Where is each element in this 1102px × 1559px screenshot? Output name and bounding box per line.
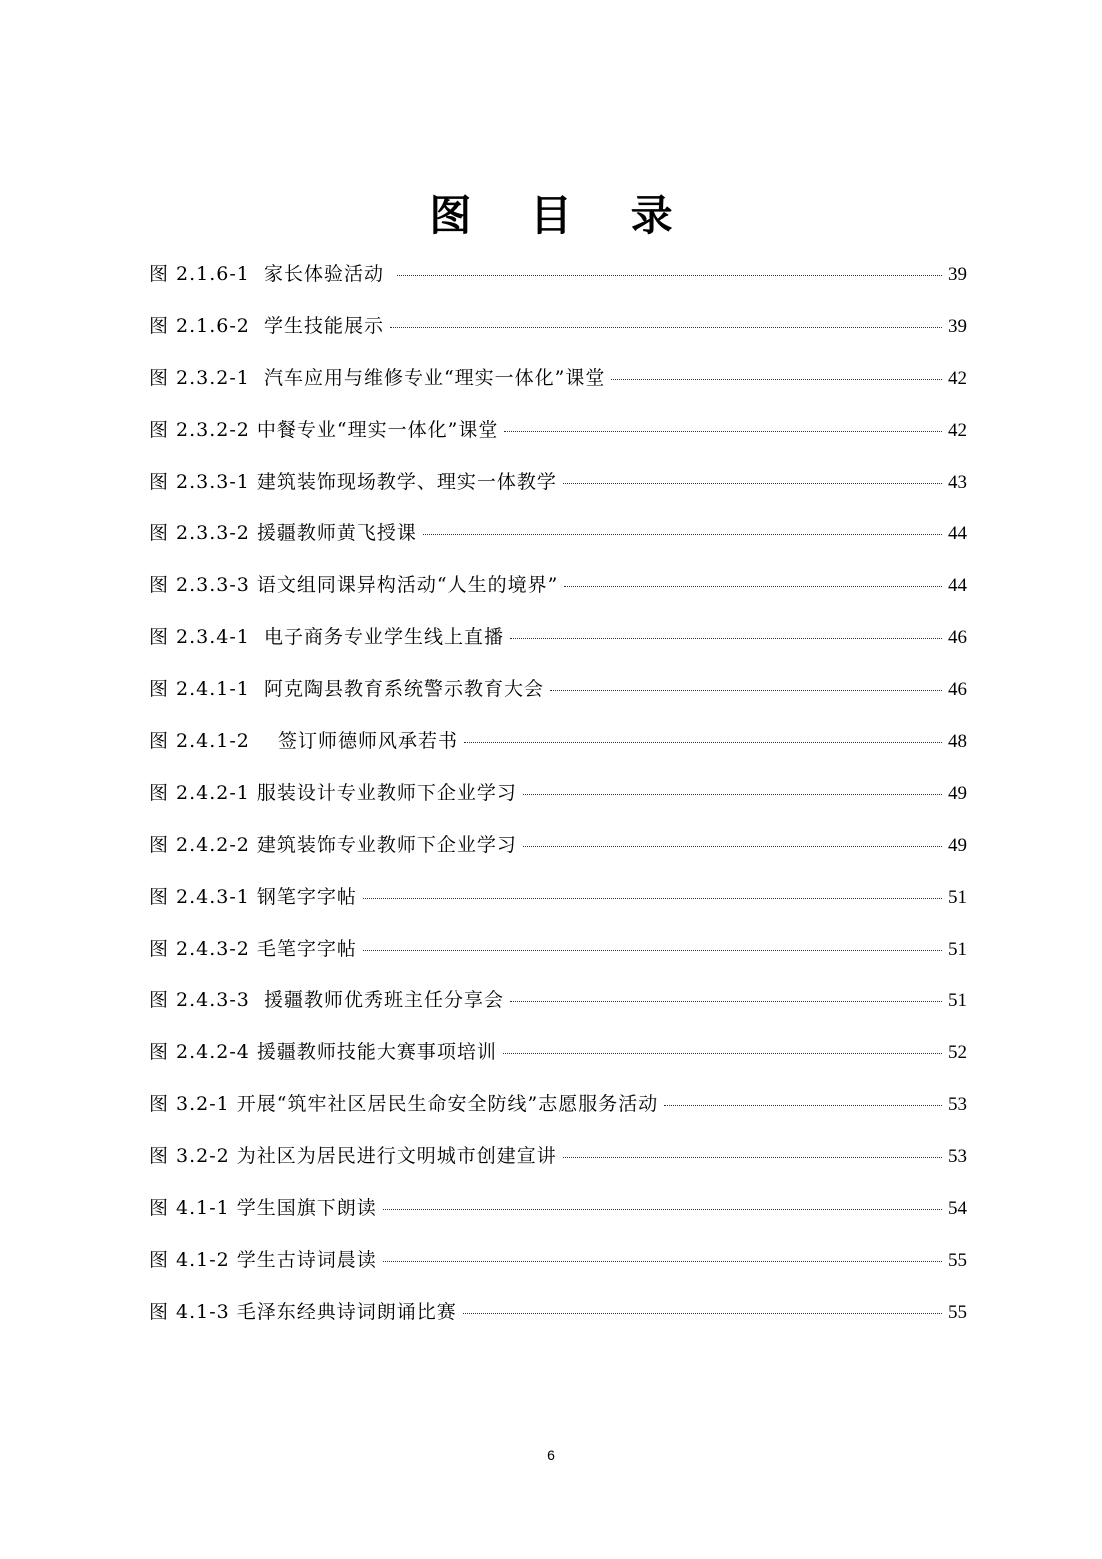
dot-leader (523, 846, 942, 847)
toc-entry-page: 39 (948, 315, 967, 337)
toc-entry-page: 51 (948, 886, 967, 908)
toc-entry-page: 44 (948, 523, 967, 545)
page-title: 图 目 录 (429, 191, 695, 240)
toc-entry-label: 图 2.4.2-2 建筑装饰专业教师下企业学习 (149, 833, 517, 856)
dot-leader (563, 483, 942, 484)
toc-entry[interactable] (149, 619, 967, 671)
toc-entry-label: 图 3.2-1 开展“筑牢社区居民生命安全防线”志愿服务活动 (149, 1093, 659, 1116)
dot-leader (550, 690, 942, 691)
toc-entry-page: 42 (948, 419, 967, 441)
toc-entry[interactable] (149, 360, 967, 412)
toc-entry-label: 图 2.1.6-2 学生技能展示 (149, 314, 384, 337)
toc-entry-label: 图 2.4.3-1 钢笔字字帖 (149, 885, 357, 908)
page-number: 6 (547, 1447, 555, 1463)
dot-leader (390, 327, 942, 328)
toc-entry[interactable] (149, 256, 967, 308)
toc-entry-page: 43 (948, 471, 967, 493)
toc-entry[interactable] (149, 723, 967, 775)
toc-entry-page: 44 (948, 575, 967, 597)
toc-entry-label: 图 2.3.3-2 援疆教师黄飞授课 (149, 522, 417, 545)
toc-entry[interactable] (149, 1294, 967, 1346)
toc-entry[interactable] (149, 827, 967, 879)
toc-entry-page: 46 (948, 627, 967, 649)
dot-leader (504, 431, 942, 432)
toc-entry[interactable] (149, 931, 967, 983)
toc-entry-label: 图 2.3.3-3 语文组同课异构活动“人生的境界” (149, 574, 559, 597)
toc-entry[interactable] (149, 464, 967, 516)
toc-entry[interactable] (149, 879, 967, 931)
toc-entry[interactable] (149, 1086, 967, 1138)
toc-entry[interactable] (149, 1138, 967, 1190)
toc-entry-page: 48 (948, 731, 967, 753)
toc-entry-page: 51 (948, 938, 967, 960)
toc-entry[interactable] (149, 671, 967, 723)
dot-leader (463, 1313, 942, 1314)
dot-leader (564, 586, 942, 587)
toc-entry[interactable] (149, 515, 967, 567)
toc-entry-page: 46 (948, 679, 967, 701)
toc-entry-label: 图 2.4.1-1 阿克陶县教育系统警示教育大会 (149, 678, 544, 701)
toc-entry-label: 图 2.3.2-1 汽车应用与维修专业“理实一体化”课堂 (149, 366, 606, 389)
toc-entry-label: 图 2.3.4-1 电子商务专业学生线上直播 (149, 626, 504, 649)
toc-entry-label: 图 2.1.6-1 家长体验活动 (149, 263, 392, 285)
toc-entry-label: 图 2.4.1-2 签订师德师风承若书 (149, 730, 459, 753)
toc-entry-page: 55 (948, 1249, 967, 1271)
toc-entry-label: 图 2.4.2-1 服装设计专业教师下企业学习 (149, 781, 517, 804)
dot-leader (383, 1261, 942, 1262)
dot-leader (664, 1105, 942, 1106)
toc-entry-page: 49 (948, 782, 967, 804)
toc-entry[interactable] (149, 567, 967, 619)
dot-leader (397, 275, 942, 276)
dot-leader (523, 794, 942, 795)
dot-leader (611, 379, 942, 380)
toc-entry-page: 55 (948, 1301, 967, 1323)
toc-entry-label: 图 2.3.2-2 中餐专业“理实一体化”课堂 (149, 418, 499, 441)
toc-entry-page: 54 (948, 1198, 967, 1220)
toc-entry-page: 39 (948, 264, 967, 285)
toc-entry-page: 52 (948, 1042, 967, 1064)
dot-leader (363, 898, 942, 899)
dot-leader (510, 1001, 942, 1002)
toc-entry-label: 图 4.1-2 学生古诗词晨读 (149, 1248, 377, 1271)
toc-entry-page: 53 (948, 1094, 967, 1116)
dot-leader (510, 638, 942, 639)
dot-leader (423, 534, 942, 535)
toc-entry-page: 51 (948, 990, 967, 1012)
toc-entry-page: 49 (948, 834, 967, 856)
toc-entry[interactable] (149, 1190, 967, 1242)
dot-leader (383, 1209, 942, 1210)
toc-entry-label: 图 2.4.3-2 毛笔字字帖 (149, 937, 357, 960)
toc-entry-page: 42 (948, 367, 967, 389)
toc-entry[interactable] (149, 1242, 967, 1294)
dot-leader (363, 950, 942, 951)
dot-leader (464, 742, 942, 743)
toc-entry[interactable] (149, 412, 967, 464)
dot-leader (563, 1157, 942, 1158)
toc-entry-page: 53 (948, 1146, 967, 1168)
toc-entry-label: 图 2.3.3-1 建筑装饰现场教学、理实一体教学 (149, 470, 557, 493)
toc-entry-label: 图 3.2-2 为社区为居民进行文明城市创建宣讲 (149, 1145, 557, 1168)
toc-entry-label: 图 2.4.2-4 援疆教师技能大赛事项培训 (149, 1041, 497, 1064)
toc-entry-label: 图 4.1-1 学生国旗下朗读 (149, 1197, 377, 1220)
toc-entry[interactable] (149, 1034, 967, 1086)
toc-entry[interactable] (149, 982, 967, 1034)
toc-entry-label: 图 4.1-3 毛泽东经典诗词朗诵比赛 (149, 1300, 457, 1323)
toc-entry-label: 图 2.4.3-3 援疆教师优秀班主任分享会 (149, 989, 504, 1012)
dot-leader (503, 1053, 942, 1054)
toc-entry[interactable] (149, 775, 967, 827)
figure-toc-list (149, 256, 967, 1346)
toc-entry[interactable] (149, 308, 967, 360)
